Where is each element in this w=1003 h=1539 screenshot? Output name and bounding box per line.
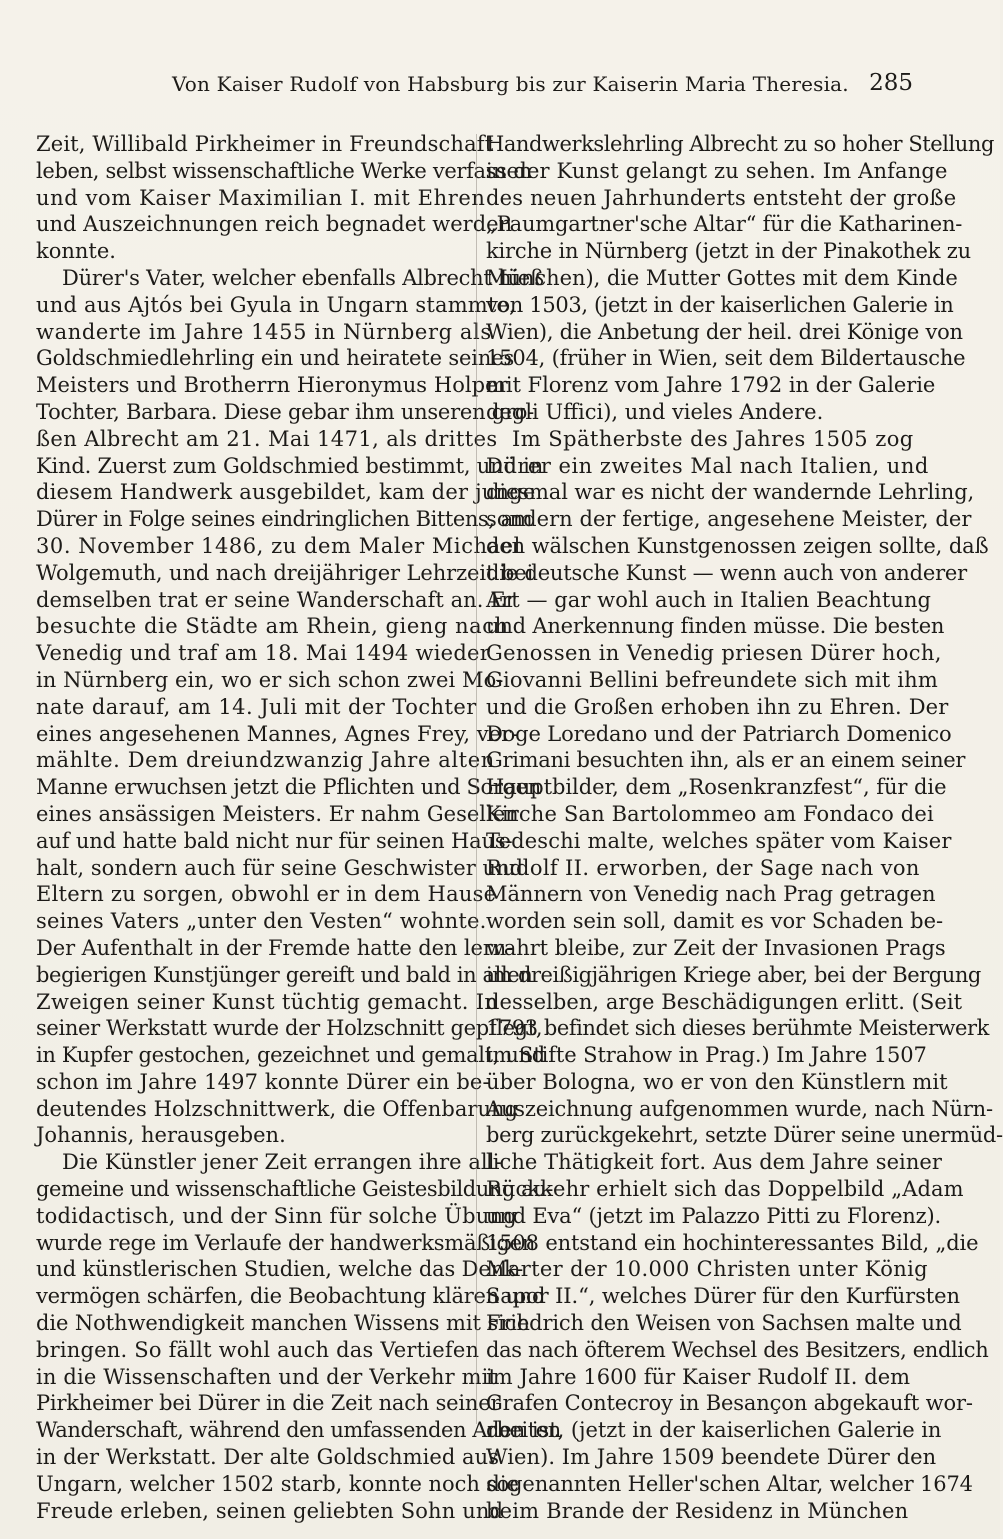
text-line: besuchte die Städte am Rhein, gieng nach — [36, 614, 509, 639]
text-line: 1793 befindet sich dieses berühmte Meisterwerk — [486, 1016, 989, 1041]
text-line: sondern der fertige, angesehene Meister, der — [486, 507, 972, 532]
text-line: Johannis, herausgeben. — [36, 1123, 286, 1148]
text-line: Dürer in Folge seines eindringlichen Bittens, am — [36, 507, 533, 532]
text-line: den wälschen Kunstgenossen zeigen sollte, daß — [486, 533, 989, 558]
text-line: kirche in Nürnberg (jetzt in der Pinakothek zu — [486, 239, 971, 264]
text-line: berg zurückgekehrt, setzte Dürer seine unermüd- — [486, 1123, 1003, 1148]
text-line: Wolgemuth, und nach dreijähriger Lehrzeit bei — [36, 560, 534, 585]
text-line: Sapor II.“, welches Dürer für den Kurfürsten — [486, 1284, 960, 1309]
text-line: wahrt bleibe, zur Zeit der Invasionen Prags — [486, 935, 946, 960]
text-line: in Kupfer gestochen, gezeichnet und gemalt, und — [36, 1043, 545, 1068]
text-line: worden sein soll, damit es vor Schaden be- — [486, 909, 944, 934]
text-line: Zeit, Willibald Pirkheimer in Freundschaft — [36, 132, 494, 156]
text-line: Ungarn, welcher 1502 starb, konnte noch die — [36, 1471, 519, 1496]
text-line: Der Aufenthalt in der Fremde hatte den lern- — [36, 935, 514, 960]
text-line: Kirche San Bartolommeo am Fondaco dei — [486, 801, 934, 826]
text-line: Auszeichnung aufgenommen wurde, nach Nürn- — [486, 1096, 993, 1121]
text-line: Freude erleben, seinen geliebten Sohn und — [36, 1498, 504, 1523]
text-line: diesmal war es nicht der wandernde Lehrling, — [486, 480, 975, 505]
text-line: und vom Kaiser Maximilian I. mit Ehren — [36, 185, 486, 210]
text-line: seiner Werkstatt wurde der Holzschnitt gepflegt, — [36, 1016, 543, 1041]
text-line: „Paumgartner'sche Altar“ für die Katharinen- — [486, 212, 963, 237]
text-line: desselben, arge Beschädigungen erlitt. (Seit — [486, 989, 963, 1014]
text-line: Eltern zu sorgen, obwohl er in dem Hause — [36, 882, 497, 907]
text-line: Wien), die Anbetung der heil. drei Könige von — [486, 319, 963, 344]
text-line: in der Werkstatt. Der alte Goldschmied aus — [36, 1445, 500, 1470]
text-line: Meisters und Brotherrn Hieronymus Holper — [36, 373, 508, 398]
text-line: beim Brande der Residenz in München — [486, 1498, 909, 1523]
text-line: Friedrich den Weisen von Sachsen malte und — [486, 1311, 962, 1336]
text-line: Zweigen seiner Kunst tüchtig gemacht. In — [36, 989, 499, 1014]
text-line: eines angesehenen Mannes, Agnes Frey, ver- — [36, 721, 519, 746]
text-line: die Nothwendigkeit manchen Wissens mit sich — [36, 1311, 530, 1336]
text-line: in Nürnberg ein, wo er sich schon zwei Mo- — [36, 667, 504, 692]
text-line: Dürer's Vater, welcher ebenfalls Albrecht hieß — [62, 265, 544, 290]
text-line: 1504, (früher in Wien, seit dem Bildertausche — [486, 346, 966, 371]
column-divider — [476, 134, 477, 1424]
text-line: und Eva“ (jetzt im Palazzo Pitti zu Florenz). — [486, 1203, 941, 1228]
text-line: wanderte im Jahre 1455 in Nürnberg als — [36, 319, 492, 344]
text-line: von 1503, (jetzt in der kaiserlichen Galerie in — [486, 292, 954, 317]
text-line: 30. November 1486, zu dem Maler Michael — [36, 533, 521, 558]
text-line: Manne erwuchsen jetzt die Pflichten und Sorgen — [36, 775, 541, 800]
text-line: München), die Mutter Gottes mit dem Kinde — [486, 265, 958, 290]
text-line: im Stifte Strahow in Prag.) Im Jahre 1507 — [486, 1043, 927, 1068]
text-line: Tochter, Barbara. Diese gebar ihm unseren gro- — [36, 399, 534, 424]
text-line: seines Vaters „unter den Vesten“ wohnte. — [36, 909, 487, 934]
text-line: und die Großen erhoben ihn zu Ehren. Der — [486, 694, 949, 719]
text-line: Handwerkslehrling Albrecht zu so hoher Stellung — [486, 132, 994, 156]
text-line: Tedeschi malte, welches später vom Kaiser — [486, 828, 952, 853]
text-line: Rückkehr erhielt sich das Doppelbild „Adam — [486, 1177, 964, 1202]
text-line: bringen. So fällt wohl auch das Vertiefen — [36, 1337, 480, 1362]
text-line: den ist, (jetzt in der kaiserlichen Galerie in — [486, 1418, 942, 1443]
text-line: 1508 entstand ein hochinteressantes Bild, „die — [486, 1230, 979, 1255]
text-line: vermögen schärfen, die Beobachtung klären und — [36, 1284, 546, 1309]
text-line: Genossen in Venedig priesen Dürer hoch, — [486, 641, 942, 666]
text-line: begierigen Kunstjünger gereift und bald in allen — [36, 962, 533, 987]
text-line: und künstlerischen Studien, welche das Denk- — [36, 1257, 524, 1282]
text-line: das nach öfterem Wechsel des Besitzers, endlich — [486, 1337, 989, 1362]
text-line: und Anerkennung finden müsse. Die besten — [486, 614, 945, 639]
text-line: Rudolf II. erworben, der Sage nach von — [486, 855, 920, 880]
text-line: des neuen Jahrhunderts entsteht der große — [486, 185, 957, 210]
text-line: todidactisch, und der Sinn für solche Übung — [36, 1203, 517, 1228]
text-line: in die Wissenschaften und der Verkehr mit — [36, 1364, 498, 1389]
text-line: im dreißigjährigen Kriege aber, bei der Bergung — [486, 962, 981, 987]
text-line: Art — gar wohl auch in Italien Beachtung — [486, 587, 932, 612]
text-line: sogenannten Heller'schen Altar, welcher 1674 — [486, 1471, 973, 1496]
text-line: nate darauf, am 14. Juli mit der Tochter — [36, 694, 477, 719]
text-line: schon im Jahre 1497 konnte Dürer ein be- — [36, 1069, 490, 1094]
text-line: wurde rege im Verlaufe der handwerksmäßigen — [36, 1230, 536, 1255]
text-line: Männern von Venedig nach Prag getragen — [486, 882, 936, 907]
text-line: leben, selbst wissenschaftliche Werke verfassen — [36, 158, 532, 183]
text-line: demselben trat er seine Wanderschaft an. Er — [36, 587, 516, 612]
text-line: Dürer ein zweites Mal nach Italien, und — [486, 453, 929, 478]
text-line: Giovanni Bellini befreundete sich mit ihm — [486, 667, 939, 692]
text-line: deutendes Holzschnittwerk, die Offenbarung — [36, 1096, 519, 1121]
text-line: diesem Handwerk ausgebildet, kam der junge — [36, 480, 536, 505]
text-line: Doge Loredano und der Patriarch Domenico — [486, 721, 952, 746]
text-line: und Auszeichnungen reich begnadet werden — [36, 212, 513, 237]
text-line: Kind. Zuerst zum Goldschmied bestimmt, und in — [36, 453, 544, 478]
text-line: halt, sondern auch für seine Geschwister und — [36, 855, 524, 880]
text-line: und aus Ajtós bei Gyula in Ungarn stammte, — [36, 292, 517, 317]
text-line: Wanderschaft, während den umfassenden Arbeiten — [36, 1418, 561, 1443]
text-line: liche Thätigkeit fort. Aus dem Jahre seiner — [486, 1150, 942, 1175]
right-text-column — [486, 131, 1003, 1523]
text-line: Die Künstler jener Zeit errangen ihre all- — [62, 1150, 502, 1175]
text-line: mählte. Dem dreiundzwanzig Jahre alten — [36, 748, 495, 773]
text-line: mit Florenz vom Jahre 1792 in der Galerie — [486, 373, 936, 398]
text-line: die deutsche Kunst — wenn auch von anderer — [486, 560, 967, 585]
text-line: über Bologna, wo er von den Künstlern mit — [486, 1069, 948, 1094]
text-line: Goldschmiedlehrling ein und heiratete seines — [36, 346, 515, 371]
text-line: Venedig und traf am 18. Mai 1494 wieder — [36, 641, 491, 666]
text-line: auf und hatte bald nicht nur für seinen Haus- — [36, 828, 513, 853]
text-line: gemeine und wissenschaftliche Geistesbildung au- — [36, 1177, 553, 1202]
text-line: Pirkheimer bei Dürer in die Zeit nach seiner — [36, 1391, 501, 1416]
text-line: ßen Albrecht am 21. Mai 1471, als drittes — [36, 426, 498, 451]
text-line: Marter der 10.000 Christen unter König — [486, 1257, 928, 1282]
left-text-column — [36, 131, 561, 1523]
text-line: konnte. — [36, 239, 116, 264]
text-line: Wien). Im Jahre 1509 beendete Dürer den — [486, 1445, 937, 1470]
text-line: eines ansässigen Meisters. Er nahm Gesellen — [36, 801, 519, 826]
text-line: Grimani besuchten ihn, als er an einem seiner — [486, 748, 966, 773]
page-number: 285 — [869, 70, 913, 96]
text-line: Im Spätherbste des Jahres 1505 zog — [512, 426, 914, 451]
text-line: Hauptbilder, dem „Rosenkranzfest“, für die — [486, 775, 947, 800]
text-line: in der Kunst gelangt zu sehen. Im Anfange — [486, 158, 948, 183]
text-line: im Jahre 1600 für Kaiser Rudolf II. dem — [486, 1364, 911, 1389]
running-title: Von Kaiser Rudolf von Habsburg bis zur Kaiserin Maria Theresia. — [172, 72, 849, 96]
text-line: Grafen Contecroy in Besançon abgekauft wor- — [486, 1391, 973, 1416]
text-line: degli Uffici), und vieles Andere. — [486, 399, 824, 424]
